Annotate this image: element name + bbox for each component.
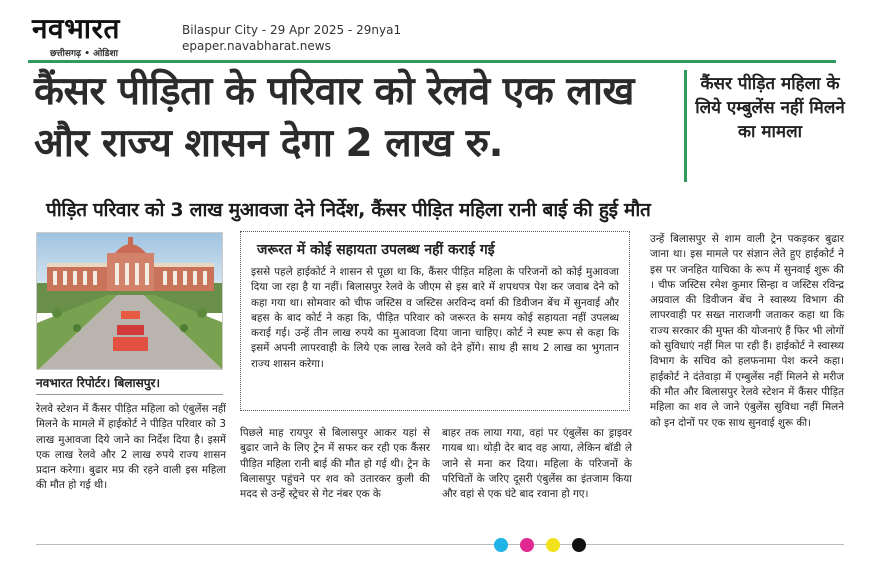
masthead-rule [28,60,836,63]
registration-dot-yellow-icon [546,538,560,552]
subheadline: पीड़ित परिवार को 3 लाख मुआवजा देने निर्देश, कैंसर पीड़ित महिला रानी बाई की हुई मौत [46,199,651,221]
side-headline: कैंसर पीड़ित महिला के लिये एम्बुलेंस नहीं मिलने का मामला [695,74,845,142]
registration-dot-black-icon [572,538,586,552]
logo-subtitle: छत्तीसगढ़ • ओडिशा [50,49,118,59]
page-bottom-rule [36,544,844,545]
byline: नवभारत रिपोर्टर। बिलासपुर। [36,376,161,390]
high-court-building-image [37,233,223,370]
high-court-photo [36,232,223,370]
article-column-2: पिछले माह रायपुर से बिलासपुर आकर यहां से बुढार जाने के लिए ट्रेन में सफर कर रही एक कैंसर पीड़ित महिला रानी बाई की मौत हो गई थी। ट्रेन के बिलासपुर पहुंचने पर शव को उतारकर कुली की मदद से उन्हें स्ट्रेचर से गेट नंबर एक के [240,427,430,501]
masthead [28,10,858,62]
box-title: जरूरत में कोई सहायता उपलब्ध नहीं कराई गई [257,242,495,258]
registration-dot-cyan-icon [494,538,508,552]
edition-meta [182,22,401,54]
registration-dot-magenta-icon [520,538,534,552]
newspaper-logo: नवभारत [32,12,120,45]
main-headline: कैंसर पीड़िता के परिवार को रेलवे एक लाख और राज्य शासन देगा 2 लाख रु. [34,69,634,166]
article-column-3: बाहर तक लाया गया, वहां पर एंबुलेंस का ड्राइवर गायब था। थोड़ी देर बाद वह आया, लेकिन बॉडी ले जाने से मना कर दिया। महिला के परिजनों के परिचितों के जरिए दूसरी एंबुलेंस का इंतजाम किया और वहां से एक घंटे बाद रवाना हो गए। [442,427,632,501]
boxed-story [240,231,630,411]
article-column-4: उन्हें बिलासपुर से शाम वाली ट्रेन पकड़कर बुढार जाना था। इस मामले पर संज्ञान लेते हुए हाईकोर्ट ने इस पर जनहित याचिका के रूप में सुनवाई शुरू की । चीफ जस्टिस रमेश कुमार सिन्हा व जस्टिस रविन्द्र अग्रवाल की डिवीजन बेंच ने स्वास्थ्य विभाग की लापरवाही पर सख्त नाराजगी जताकर कहा था कि राज्य सरकार की मुफ्त की योजनाएं हैं फिर भी लोगों को सुविधाएं नहीं मिल पा रही हैं। हाईकोर्ट ने स्वास्थ्य विभाग के सचिव को हलफनामा पेश करने कहा। हाईकोर्ट ने दंतेवाड़ा में एम्बुलेंस नहीं मिलने से मरीज की मौत और बिलासपुर रेलवे स्टेशन में कैंसर पीड़ित महिला का शव ले जाने एंबुलेंस सुविधा नहीं मिलने को इन दोनों पर एक साथ सुनवाई शुरू की। [650,233,844,429]
article-column-1: रेलवे स्टेशन में कैंसर पीड़ित महिला को एंबुलेंस नहीं मिलने के मामले में हाईकोर्ट ने पीड़ित परिवार को 3 लाख मुआवजा दिये जाने का निर्देश दिया है। इसमें एक लाख रेलवे और 2 लाख रुपये राज्य शासन प्रदान करेगा। बुढार मप्र की रहने वाली इस महिला की मौत हो गई थी। [36,403,226,492]
epaper-url[interactable]: epaper.navabharat.news [182,39,331,53]
edition-line: Bilaspur City - 29 Apr 2025 - 29nya1 [182,23,402,37]
byline-rule [36,394,223,395]
box-text: इससे पहले हाईकोर्ट ने शासन से पूछा था कि, कैंसर पीड़ित महिला के परिजनों को कोई मुआवजा दिया जा रहा है या नहीं। बिलासपुर रेलवे के जीएम से इस बारे में शपथपत्र पेश कर जवाब देने को कहा गया था। सोमवार को चीफ जस्टिस व जस्टिस अरविन्द वर्मा की डिवीजन बेंच में सुनवाई और बहस के बाद कोर्ट ने कहा कि, पीड़ित परिवार को जरूरत के समय कोई सहायता नहीं उपलब्ध कराई गई। उन्हें तीन लाख रुपये का मुआवजा दिया जाना चाहिए। कोर्ट ने स्पष्ट रूप से कहा कि इसमें अपनी लापरवाही के लिये एक लाख रेलवे को देने होंगे। साथ ही साथ 2 लाख का भुगतान राज्य शासन करेगा। [251,266,619,370]
headline-divider [684,70,687,182]
